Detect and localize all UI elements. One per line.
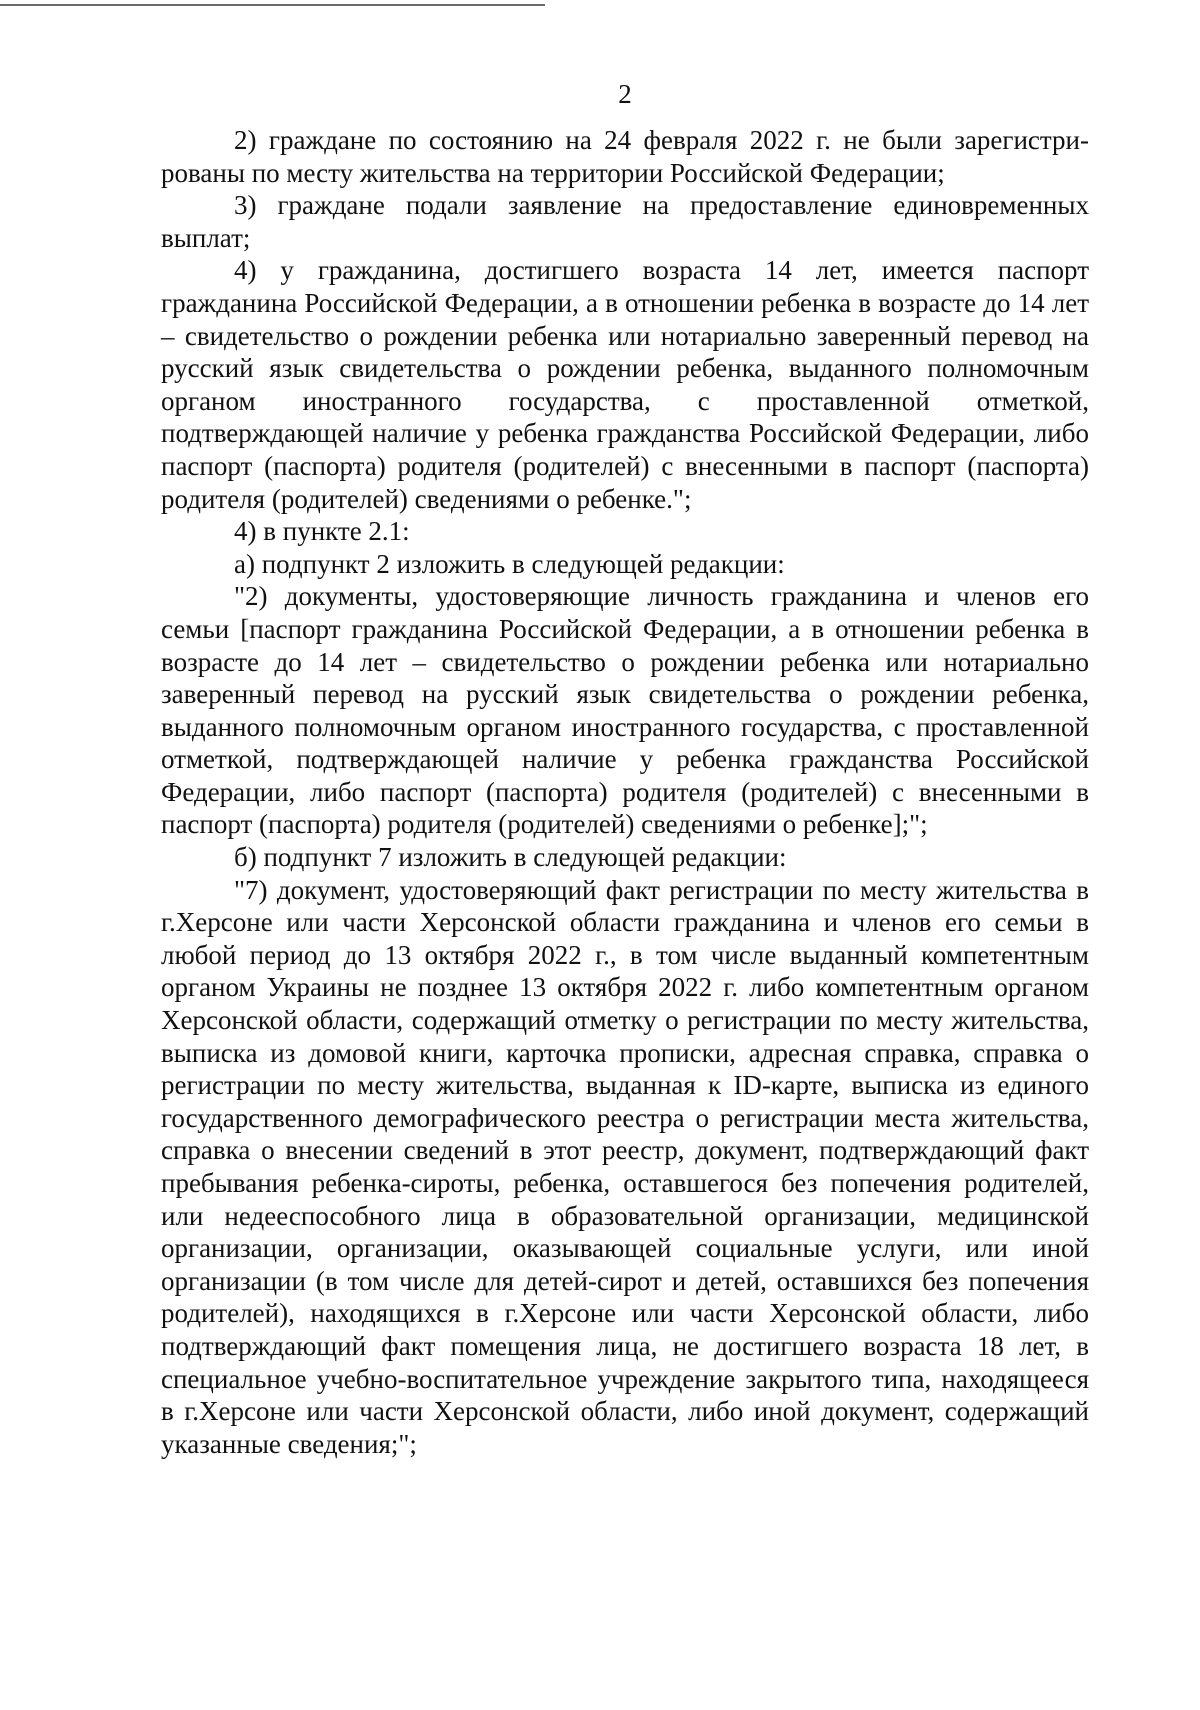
paragraph-subitem-a: а) подпункт 2 изложить в следующей редакции: (234, 548, 785, 579)
paragraph-item-3: 3) граждане подали заявление на предоставление единовременных выплат; (161, 190, 1089, 253)
paragraph-item-2: 2) граждане по состоянию на 24 февраля 2022 г. не были зарегистрированы по месту жительства на территории Российской Федерации; (161, 125, 1089, 188)
paragraph-section-2-1: 4) в пункте 2.1: (234, 516, 410, 547)
paragraph-subitem-b: б) подпункт 7 изложить в следующей редакции: (234, 842, 787, 873)
scan-edge-line (0, 4, 545, 6)
paragraph-quoted-item-2: "2) документы, удостоверяющие личность гражданина и членов его семьи [паспорт гражданина Российской Федерации, а в отношении ребенка в возрасте до 14 лет – свидетельство о рождении ребенка или нотариально заверенный перевод на русский язык свидетельства о рождении ребенка, выданного полномочным органом иностранного государства, с проставленной отметкой, подтверждающей наличие у ребенка гражданства Российской Федерации, либо паспорт (паспорта) родителя (родителей) с внесенными в паспорт (паспорта) родителя (родителей) сведениями о ребенке];"; (161, 581, 1089, 840)
paragraph-item-4: 4) у гражданина, достигшего возраста 14 лет, имеется паспорт гражданина Российской Федерации, а в отношении ребенка в возрасте до 14 лет – свидетельство о рождении ребенка или нотариально заверенный перевод на русский язык свидетельства о рождении ребенка, выданного полномочным органом иностранного государства, с проставленной отметкой, подтверждающей наличие у ребенка гражданства Российской Федерации, либо паспорт (паспорта) родителя (родителей) с внесенными в паспорт (паспорта) родителя (родителей) сведениями о ребенке."; (161, 255, 1089, 514)
paragraph-quoted-item-7: "7) документ, удостоверяющий факт регистрации по месту жительства в г.Херсоне или части Херсонской области гражданина и членов его семьи в любой период до 13 октября 2022 г., в том числе выданный компетентным органом Украины не позднее 13 октября 2022 г. либо компетентным органом Херсонской области, содержащий отметку о регистрации по месту жительства, выписка из домовой книги, карточка прописки, адресная справка, справка о регистрации по месту жительства, выданная к ID-карте, выписка из единого государственного демографического реестра о регистрации места жительства, справка о внесении сведений в этот реестр, документ, подтверждающий факт пребывания ребенка-сироты, ребенка, оставшегося без попечения родителей, или недееспособного лица в образовательной организации, медицинской организации, организации, оказывающей социальные услуги, или иной организации (в том числе для детей-сирот и детей, оставшихся без попечения родителей), находящихся в г.Херсоне или части Херсонской области, либо подтверждающий факт помещения лица, не достигшего возраста 18 лет, в специальное учебно-воспитательное учреждение закрытого типа, находящееся в г.Херсоне или части Херсонской области, либо иной документ, содержащий указанные сведения;"; (161, 874, 1089, 1459)
document-page (161, 78, 1089, 1460)
page-number: 2 (618, 79, 632, 109)
